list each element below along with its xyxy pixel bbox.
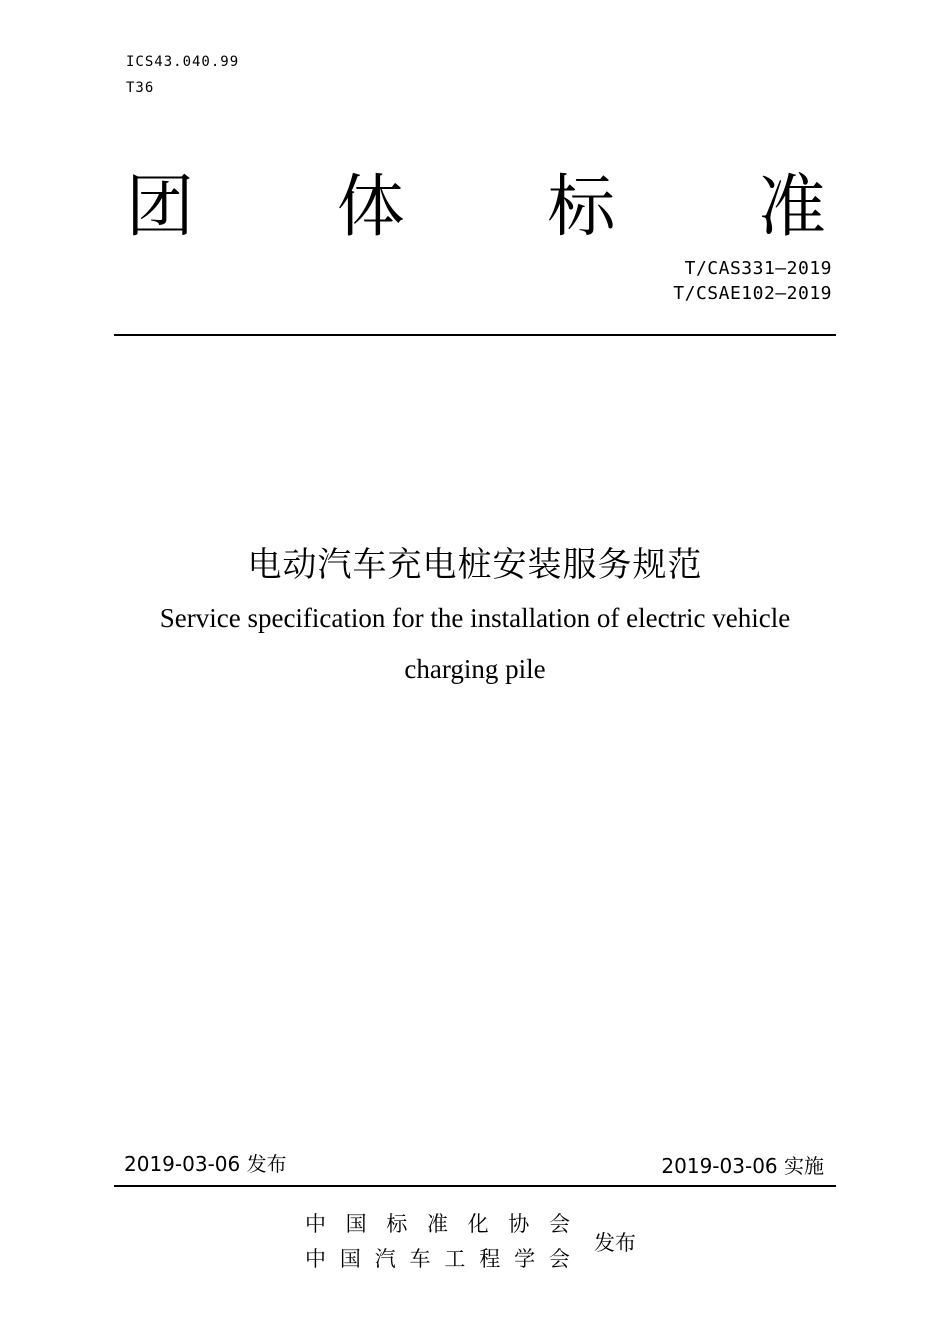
org-char: 会 bbox=[548, 1247, 570, 1271]
org-char: 准 bbox=[426, 1212, 448, 1236]
org-char: 中 bbox=[305, 1212, 326, 1236]
org-char: 国 bbox=[345, 1212, 367, 1236]
document-type-heading bbox=[126, 168, 826, 248]
publisher-org-2 bbox=[305, 1243, 570, 1273]
ics-code: ICS43.040.99 bbox=[126, 54, 240, 70]
org-char: 国 bbox=[339, 1247, 361, 1271]
title-chinese: 电动汽车充电桩安装服务规范 bbox=[247, 545, 703, 585]
org-char: 化 bbox=[467, 1212, 489, 1236]
top-divider bbox=[114, 334, 836, 336]
issue-date: 2019-03-06 发布 bbox=[124, 1152, 287, 1176]
org-char: 学 bbox=[514, 1247, 536, 1271]
org-char: 工 bbox=[444, 1247, 466, 1271]
doc-type-char: 标 bbox=[547, 168, 616, 247]
implementation-date: 2019-03-06 实施 bbox=[661, 1154, 824, 1178]
org-char: 车 bbox=[409, 1247, 431, 1271]
classification-code: T36 bbox=[126, 80, 155, 96]
title-english-line2: charging pile bbox=[404, 654, 546, 684]
doc-type-char: 准 bbox=[757, 168, 826, 247]
publish-label: 发布 bbox=[594, 1231, 636, 1255]
standard-number-csae: T/CSAE102—2019 bbox=[673, 283, 832, 304]
org-char: 协 bbox=[508, 1212, 530, 1236]
title-english-line1: Service specification for the installation of electric vehicle bbox=[159, 603, 791, 633]
org-char: 会 bbox=[548, 1212, 570, 1236]
standard-number-cas: T/CAS331—2019 bbox=[684, 258, 832, 279]
bottom-divider bbox=[114, 1185, 836, 1187]
org-char: 程 bbox=[479, 1247, 501, 1271]
doc-type-char: 体 bbox=[336, 168, 405, 247]
publisher-org-1 bbox=[305, 1208, 570, 1238]
org-char: 汽 bbox=[374, 1247, 396, 1271]
org-char: 中 bbox=[305, 1247, 326, 1271]
org-char: 标 bbox=[386, 1212, 408, 1236]
doc-type-char: 团 bbox=[126, 168, 195, 247]
